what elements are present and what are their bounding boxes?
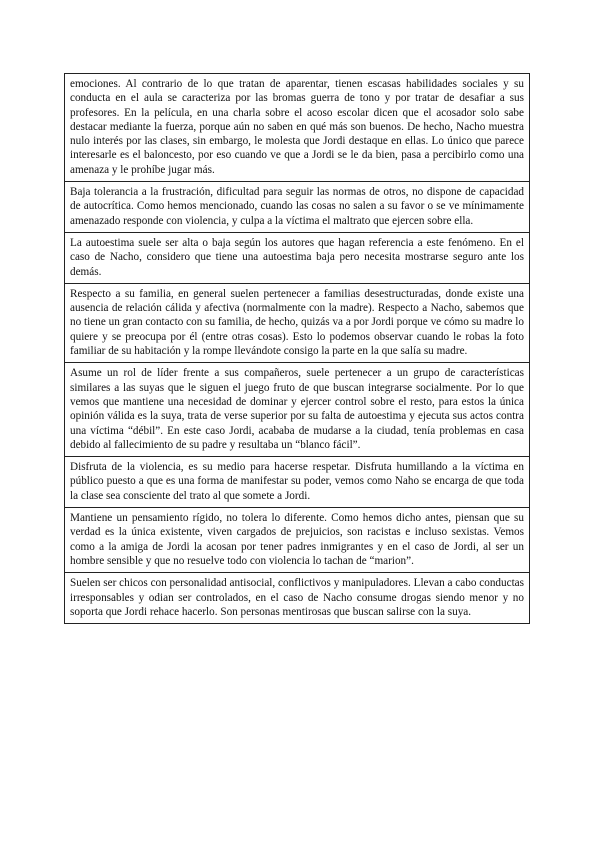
paragraph-leadership: Asume un rol de líder frente a sus compañeros, suele pertenecer a un grupo de características similares a las suyas que le siguen el juego fruto de que buscan integrarse socialmente. Por lo que vemos que mantiene una necesidad de dominar y ejercer control sobre el resto, para estos la única opinión válida es la suya, trata de verse superior por su falta de autoestima y ejecuta sus actos contra una víctima “débil”. En este caso Jordi, acababa de mudarse a la ciudad, tenía problemas en casa debido al fallecimiento de su padre y resultaba un “blanco fácil”. <box>70 367 524 451</box>
paragraph-emotions: emociones. Al contrario de lo que tratan de aparentar, tienen escasas habilidades sociales y su conducta en el aula se caracteriza por las bromas guerra de tono y por tratar de desafiar a sus profesores. En la película, en una charla sobre el acoso escolar dicen que el acosador solo sabe destacar mediante la fuerza, porque aún no saben en qué más son buenos. De hecho, Nacho muestra nulo interés por las clases, sin embargo, le molesta que Jordi destaque en ellas. Lo único que parece interesarle es el baloncesto, por eso cuando ve que a Jordi se le da bien, pasa a percibirlo como una amenaza y le prohíbe jugar más. <box>70 78 524 176</box>
paragraph-antisocial: Suelen ser chicos con personalidad antisocial, conflictivos y manipuladores. Llevan a cabo conductas irresponsables y odian ser controlados, en el caso de Nacho consume drogas siendo menor y no soporta que Jordi rehace hacerlo. Son personas mentirosas que buscan salirse con la suya. <box>70 577 524 618</box>
table-row-self-esteem <box>64 233 530 284</box>
paragraph-rigid-thinking: Mantiene un pensamiento rígido, no tolera lo diferente. Como hemos dicho antes, piensan que su verdad es la única existente, viven cargados de prejuicios, son racistas e incluso sexistas. Vemos como a la amiga de Jordi la acosan por tener padres inmigrantes y en el caso de Jordi, al ser un hombre sensible y que no resuelve todo con violencia lo tachan de “marion”. <box>70 512 524 567</box>
paragraph-self-esteem: La autoestima suele ser alta o baja según los autores que hagan referencia a este fenómeno. En el caso de Nacho, considero que tiene una autoestima baja pero necesita mostrarse seguro ante los demás. <box>70 236 524 278</box>
table-row-frustration <box>64 182 530 233</box>
paragraph-violence: Disfruta de la violencia, es su medio para hacerse respetar. Disfruta humillando a la víctima en público puesto a que es una forma de manifestar su poder, vemos como Naho se encarga de que toda la clase sea consciente del trato al que somete a Jordi. <box>70 461 524 502</box>
table-row-violence <box>64 457 530 508</box>
table-row-rigid-thinking <box>64 508 530 573</box>
table-row-family <box>64 284 530 363</box>
paragraph-family: Respecto a su familia, en general suelen pertenecer a familias desestructuradas, donde existe una ausencia de relación cálida y afectiva (normalmente con la madre). Respecto a Nacho, sabemos que no tiene un gran contacto con su familia, de hecho, quizás va a por Jordi porque ve cómo su madre lo quiere y se preocupa por él (entre otras cosas). Esto lo podemos observar cuando le robas la foto familiar de su habitación y la rompe llevándote consigo la parte en la que salía su madre. <box>70 287 524 358</box>
table-row-leadership <box>64 363 530 457</box>
paragraph-frustration: Baja tolerancia a la frustración, dificultad para seguir las normas de otros, no dispone de capacidad de autocrítica. Como hemos mencionado, cuando las cosas no salen a su favor o se ve mínimamente amenazado responde con violencia, y culpa a la víctima el maltrato que ejercen sobre ella. <box>70 186 524 227</box>
document-table <box>64 73 530 624</box>
table-row-emotions <box>64 73 530 182</box>
table-row-antisocial <box>64 573 530 624</box>
